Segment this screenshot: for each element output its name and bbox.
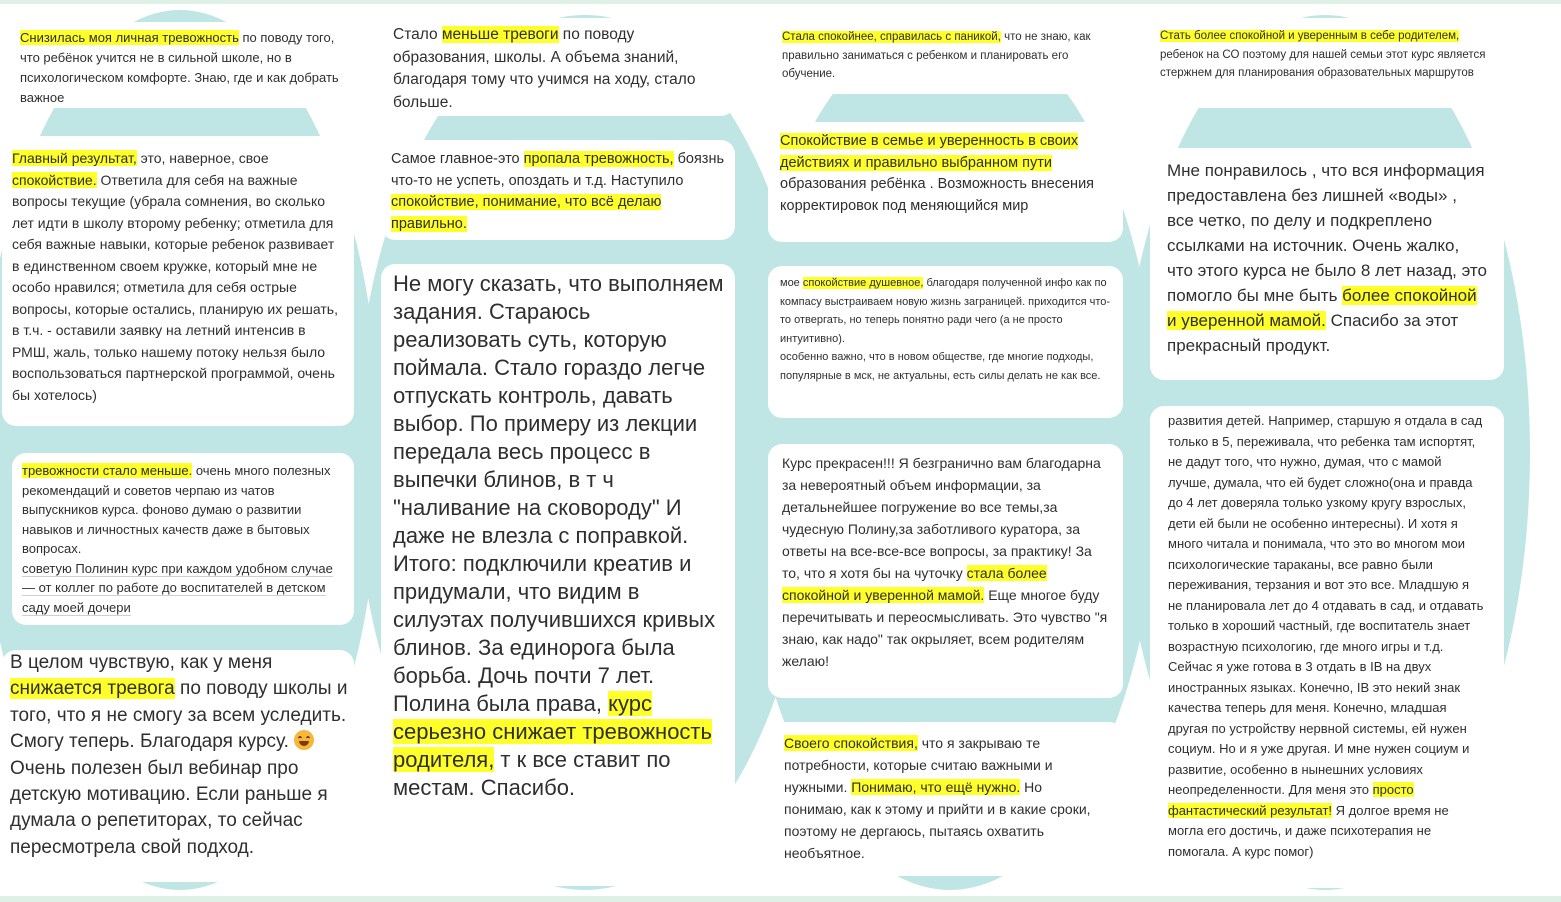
review-card: [381, 264, 735, 886]
review-text: Не могу сказать, что выполняем задания. Стараюсь реализовать суть, которую поймала. Стало гораздо легче отпускать контроль, давать выбор. По примеру из лекции передала весь процесс в выпечки блинов, в т ч "наливание на сковороду" И даже не влезла с поправкой. Итого: подключили креатив и придумали, что видим в силуэтах получившихся кривых блинов. За единорога была борьба. Дочь почти 7 лет.: [393, 271, 724, 688]
review-card: [2, 650, 354, 882]
review-text: Снизилась моя личная тревожность по поводу того, что ребёнок учится не в сильной школе, но в психологическом комфорте. Знаю, где и как добрать важное: [20, 30, 339, 105]
highlight: стала более спокойной и уверенной мамой.: [782, 565, 1047, 603]
review-card: [768, 266, 1123, 418]
review-text: Главный результат, это, наверное, свое спокойствие. Ответила для себя на важные вопросы текущие (убрала сомнения, во сколько лет идти в школу второму ребенку; отметила для себя важные навыки, которые ребенок развивает в единственном своем кружке, который мне не особо нравился; отметила для себя острые вопросы, которые остались, планирую их решать, в т.ч. - оставили заявку на летний интенсив в РМШ, жаль, только нашему потоку нельзя было воспользоваться партнерской программой, очень бы хотелось): [12, 150, 338, 403]
review-card: [381, 18, 735, 116]
review-card: [381, 140, 735, 240]
highlight: Понимаю, что ещё нужно.: [851, 779, 1021, 795]
review-text: Спокойствие в семье и уверенность в своих действиях и правильно выбранном пути образования ребёнка . Возможность внесения корректировок под меняющийся мир: [780, 133, 1095, 214]
highlight: спокойствие.: [12, 171, 97, 188]
review-text: особенно важно, что в новом обществе, где многие подходы, популярные в мск, не актуальны, есть силы делать не как все.: [780, 351, 1101, 382]
highlight: тревожности стало меньше.: [22, 463, 193, 478]
highlight: спокойствие душевное,: [802, 277, 924, 289]
review-card: [1150, 406, 1504, 888]
highlight: Спокойствие в семье и уверенность в своих действиях и правильно выбранном пути: [780, 133, 1079, 171]
review-card: [768, 444, 1123, 698]
review-card: [1150, 148, 1504, 380]
review-text: тревожности стало меньше. очень много полезных рекомендаций и советов черпаю из чатов выпускников курса. фоново думаю о развитии навыков и личностных качеств даже в бытовых вопросах.: [22, 463, 331, 556]
review-text: мое спокойствие душевное, благодаря полученной инфо как по компасу выстраиваем новую жизнь заграницей. приходится что-то отвергать, но теперь понятно ради чего (а не просто интуитивно).: [780, 277, 1111, 345]
highlight: снижается тревога: [10, 678, 175, 700]
review-text: Своего спокойствия, что я закрываю те потребности, которые считаю важными и нужными. Понимаю, что ещё нужно. Но понимаю, как к этому и прийти и в какие сроки, поэтому не дергаюсь, пытаясь охватить необъятное.: [784, 735, 1091, 861]
review-card: [12, 22, 354, 108]
review-text: Самое главное-это пропала тревожность, боязнь что-то не успеть, опоздать и т.д. Наступило спокойствие, понимание, что всё делаю правильно.: [391, 151, 725, 232]
highlight: Своего спокойствия,: [784, 735, 918, 751]
review-text: советую Полинин курс при каждом удобном случае — от коллег по работе до воспитателей в детском саду моей дочери: [22, 560, 333, 615]
laughing-emoji-icon: [294, 730, 314, 750]
highlight: более спокойной и уверенной мамой.: [1167, 286, 1477, 330]
highlight: курс серьезно снижает тревожность родителя,: [393, 691, 712, 772]
highlight: Главный результат,: [12, 150, 137, 166]
highlight: спокойствие, понимание, что всё делаю правильно.: [391, 194, 662, 232]
highlight: Стала спокойнее, справилась с паникой,: [782, 31, 1001, 43]
highlight: Снизилась моя личная тревожность: [20, 30, 239, 45]
review-text: Стало меньше тревоги по поводу образования, школы. А объема знаний, благодаря тому что учимся на ходу, стало больше.: [393, 26, 696, 111]
review-text: Полина была права, курс серьезно снижает тревожность родителя, т к все ставит по местам. Спасибо.: [393, 691, 712, 800]
highlight: пропала тревожность,: [523, 151, 674, 167]
review-text: Стать более спокойной и уверенным в себе родителем, ребенок на СО поэтому для нашей семьи этот курс является стержнем для планирования образовательных маршрутов: [1160, 30, 1486, 79]
review-text: Курс прекрасен!!! Я безгранично вам благодарна за невероятный объем информации, за детальнейшее погружение во все темы,за чудесную Полину,за заботливого куратора, за ответы на все-все-все вопросы, за практику! За то, что я хотя бы на чуточку стала более спокойной и уверенной мамой. Еще многое буду перечитывать и переосмысливать. Это чувство "я знаю, как надо" так окрыляет, всем родителям желаю!: [782, 455, 1108, 669]
top-stripe: [0, 0, 1561, 4]
highlight: меньше тревоги: [441, 26, 559, 43]
highlight: Стать более спокойной и уверенным в себе родителем,: [1160, 30, 1460, 42]
review-card: [768, 722, 1123, 876]
highlight: просто фантастический результат!: [1168, 782, 1414, 818]
review-text: Очень полезен был вебинар про детскую мотивацию. Если раньше я думала о репетиторах, то сейчас пересмотрела свой подход.: [10, 757, 328, 858]
review-text: Стала спокойнее, справилась с паникой, что не знаю, как правильно заниматься с ребенком и планировать его обучение.: [782, 31, 1091, 80]
review-card: [2, 136, 354, 426]
review-card: [12, 453, 354, 625]
review-text: Мне понравилось , что вся информация предоставлена без лишней «воды» , все четко, по делу и подкреплено ссылками на источник. Очень жалко, что этого курса не было 8 лет назад, это помогло бы мне быть более спокойной и уверенной мамой. Спасибо за этот прекрасный продукт.: [1167, 161, 1487, 355]
review-card: [1150, 18, 1504, 108]
bottom-stripe: [0, 896, 1561, 902]
review-text: развития детей. Например, старшую я отдала в сад только в 5, переживала, что ребенка там испортят, не дадут того, что нужно, думая, что с мамой лучше, думала, что ей будет сложно(она и правда до 4 лет доверяла только узкому кругу взрослых, дети ей были не особенно интересны). И хотя я много читала и понимала, что это во многом мои психологические тараканы, все равно были переживания, терзания и вот это все. Младшую я не планировала лет до 4 отдавать в сад, и отдавать только в хороший частный, где воспитатель знает возрастную психологию, где много игры и т.д. Сейчас я уже готова в 3 отдать в IB на двух иностранных языках. Конечно, IB это некий знак качества теперь для меня. Конечно, младшая другая по устройству нервной системы, ей нужен социум. Но и я уже другая. И мне нужен социум и развитие, особенно в нынешних условиях неопределенности. Для меня это просто фантастический результат! Я долгое время не могла его достичь, и даже психотерапия не помогала. А курс помог): [1168, 413, 1484, 859]
review-card: [768, 20, 1123, 94]
review-card: [768, 122, 1123, 242]
review-text: В целом чувствую, как у меня снижается тревога по поводу школы и того, что я не смогу за всем уследить. Смогу теперь. Благодаря курсу.: [10, 652, 348, 753]
